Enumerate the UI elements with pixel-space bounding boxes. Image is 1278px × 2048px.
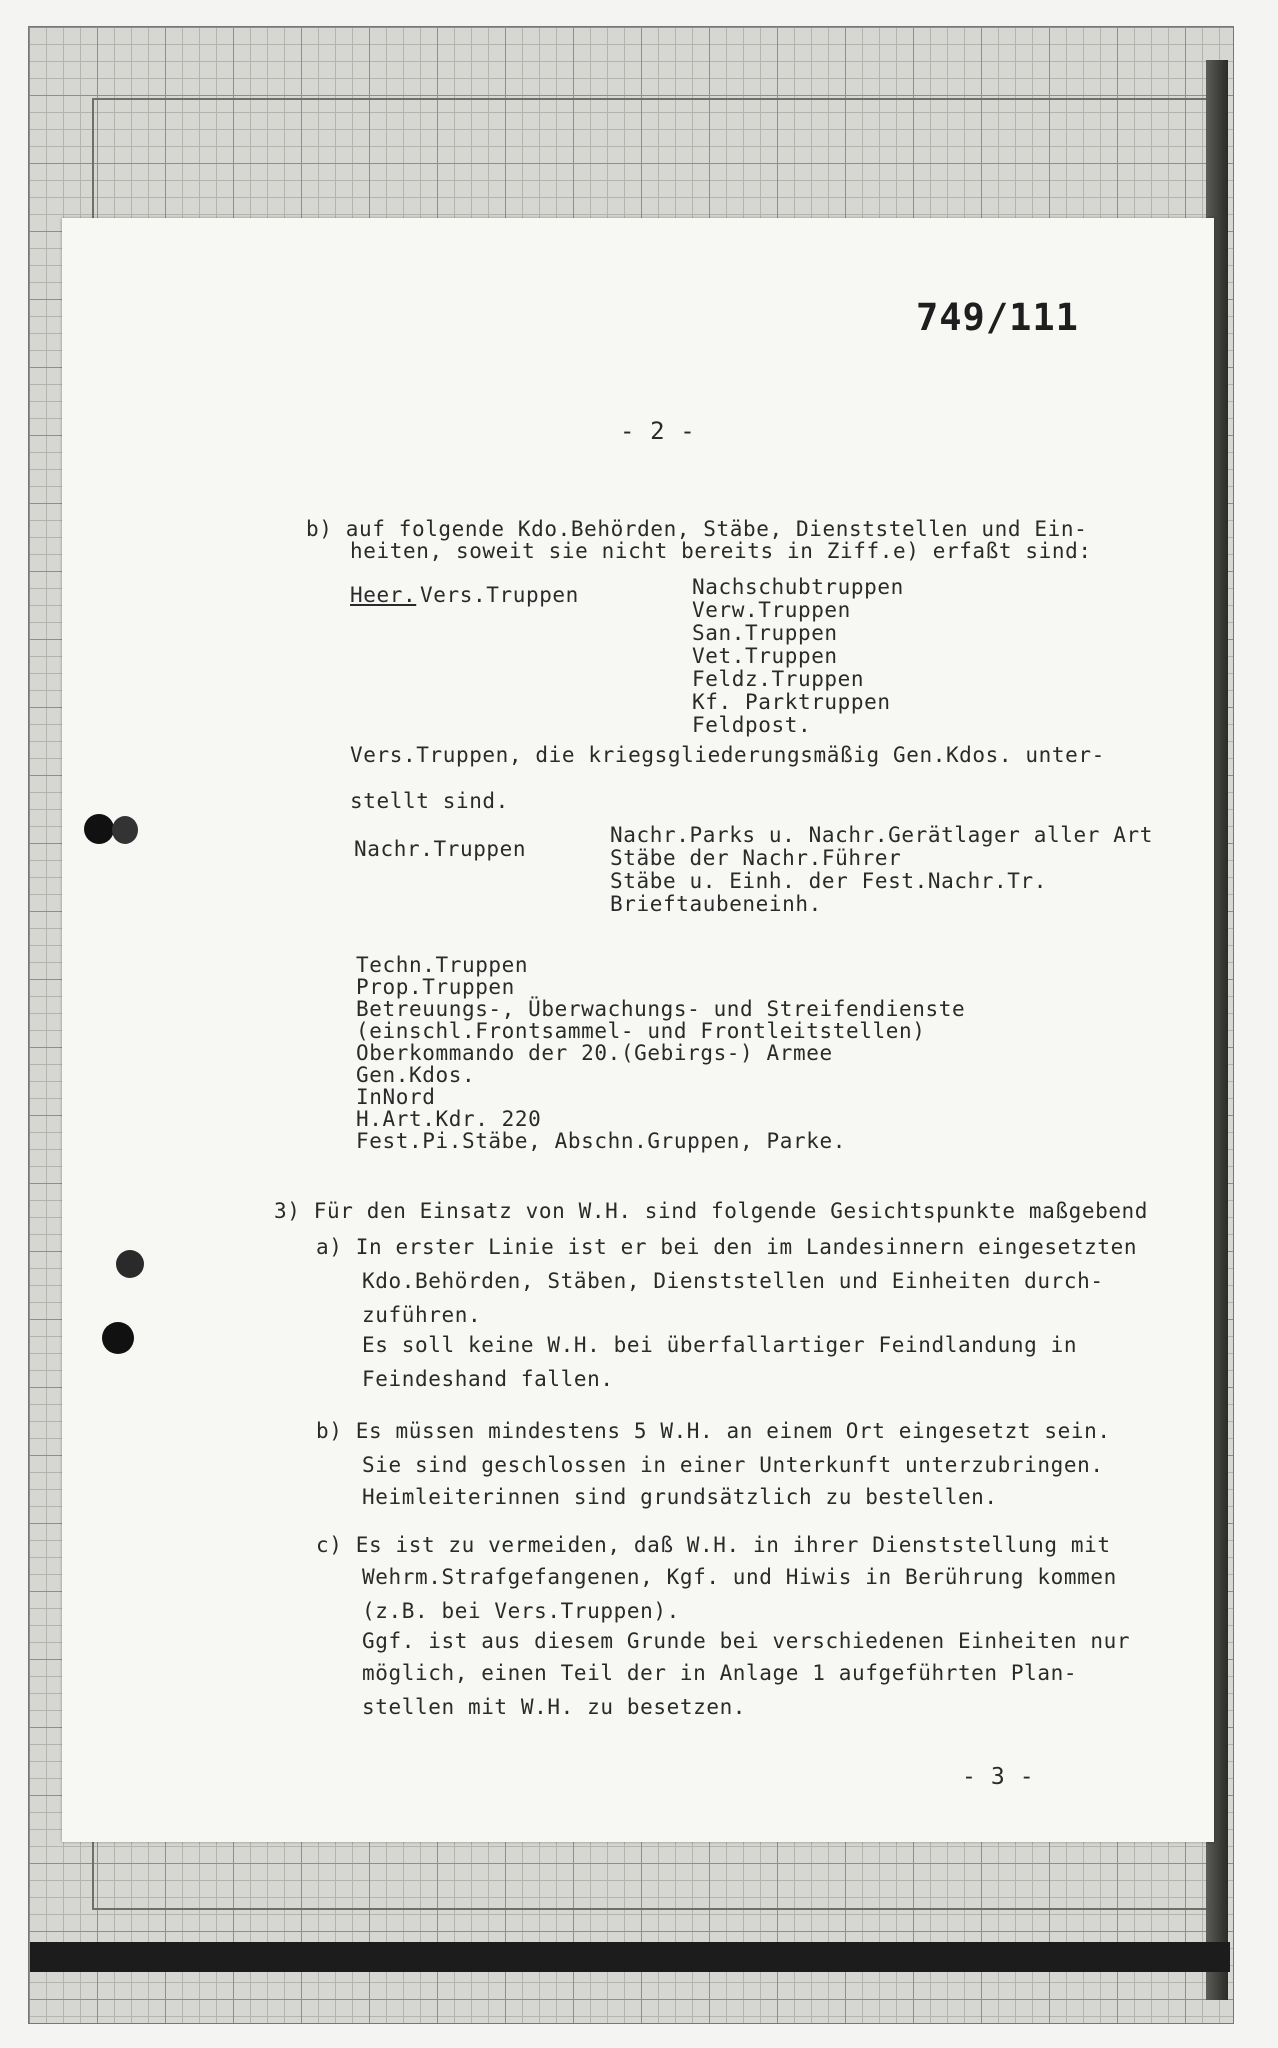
list-item: Prop.Truppen [356,975,515,999]
list-item: Nachr.Parks u. Nachr.Gerätlager aller Art [610,823,1153,847]
list-item: Kf. Parktruppen [692,690,891,714]
section-3a-line: Es soll keine W.H. bei überfallartiger Feindlandung in [362,1333,1078,1357]
list-item: Betreuungs-, Überwachungs- und Streifendienste [356,997,966,1021]
list-item: H.Art.Kdr. 220 [356,1107,542,1131]
section-b-line-1: b) auf folgende Kdo.Behörden, Stäbe, Dienststellen und Ein- [306,517,1088,541]
list-item: Stäbe u. Einh. der Fest.Nachr.Tr. [610,869,1048,893]
list-item: Fest.Pi.Stäbe, Abschn.Gruppen, Parke. [356,1129,846,1153]
punch-hole-1 [84,814,114,844]
list-item: Feldz.Truppen [692,667,865,691]
section-3a-line: Feindeshand fallen. [362,1367,614,1391]
section-b-line-2: heiten, soweit sie nicht bereits in Ziff.e) erfaßt sind: [350,539,1092,563]
list-item: (einschl.Frontsammel- und Frontleitstellen) [356,1019,926,1043]
section-3a-line: Kdo.Behörden, Stäben, Dienststellen und Einheiten durch- [362,1269,1104,1293]
list-item: Stäbe der Nachr.Führer [610,846,902,870]
section-3c-line: (z.B. bei Vers.Truppen). [362,1599,680,1623]
list-item: Nachschubtruppen [692,575,904,599]
section-3b-line: Sie sind geschlossen in einer Unterkunft unterzubringen. [362,1453,1104,1477]
list-item: Verw.Truppen [692,598,851,622]
section-3-heading: 3) Für den Einsatz von W.H. sind folgende Gesichtspunkte maßgebend [274,1199,1149,1223]
section-3c-line: Ggf. ist aus diesem Grunde bei verschiedenen Einheiten nur [362,1629,1131,1653]
section-3b-line: Heimleiterinnen sind grundsätzlich zu bestellen. [362,1485,998,1509]
section-3c-line: c) Es ist zu vermeiden, daß W.H. in ihrer Dienststellung mit [316,1533,1111,1557]
vers-truppen-label: Vers.Truppen [420,583,579,607]
list-item: Oberkommando der 20.(Gebirgs-) Armee [356,1041,833,1065]
list-item: Feldpost. [692,713,812,737]
section-3c-line: Wehrm.Strafgefangenen, Kgf. und Hiwis in Berührung kommen [362,1565,1117,1589]
vers-note-line-2: stellt sind. [350,789,509,813]
section-3c-line: möglich, einen Teil der in Anlage 1 aufgeführten Plan- [362,1661,1078,1685]
vers-note-line-1: Vers.Truppen, die kriegsgliederungsmäßig Gen.Kdos. unter- [350,743,1105,767]
page-number: - 2 - [620,417,696,445]
punch-hole-3 [102,1322,134,1354]
reference-number: 749/111 [916,296,1079,339]
list-item: Gen.Kdos. [356,1063,476,1087]
list-item: Techn.Truppen [356,953,529,977]
section-3a-line: zuführen. [362,1303,482,1327]
punch-hole-1b [112,816,138,844]
section-3c-line: stellen mit W.H. zu besetzen. [362,1695,747,1719]
section-3a-line: a) In erster Linie ist er bei den im Landesinnern eingesetzten [316,1235,1138,1259]
nachr-truppen-label: Nachr.Truppen [354,837,527,861]
list-item: San.Truppen [692,621,838,645]
scan-bottom-edge [30,1942,1230,1972]
punch-hole-2 [116,1250,144,1278]
next-page-marker: - 3 - [962,1764,1035,1790]
list-item: Vet.Truppen [692,644,838,668]
list-item: Brieftaubeneinh. [610,892,822,916]
heer-label: Heer. [350,583,417,607]
section-3b-line: b) Es müssen mindestens 5 W.H. an einem Ort eingesetzt sein. [316,1419,1111,1443]
list-item: InNord [356,1085,436,1109]
